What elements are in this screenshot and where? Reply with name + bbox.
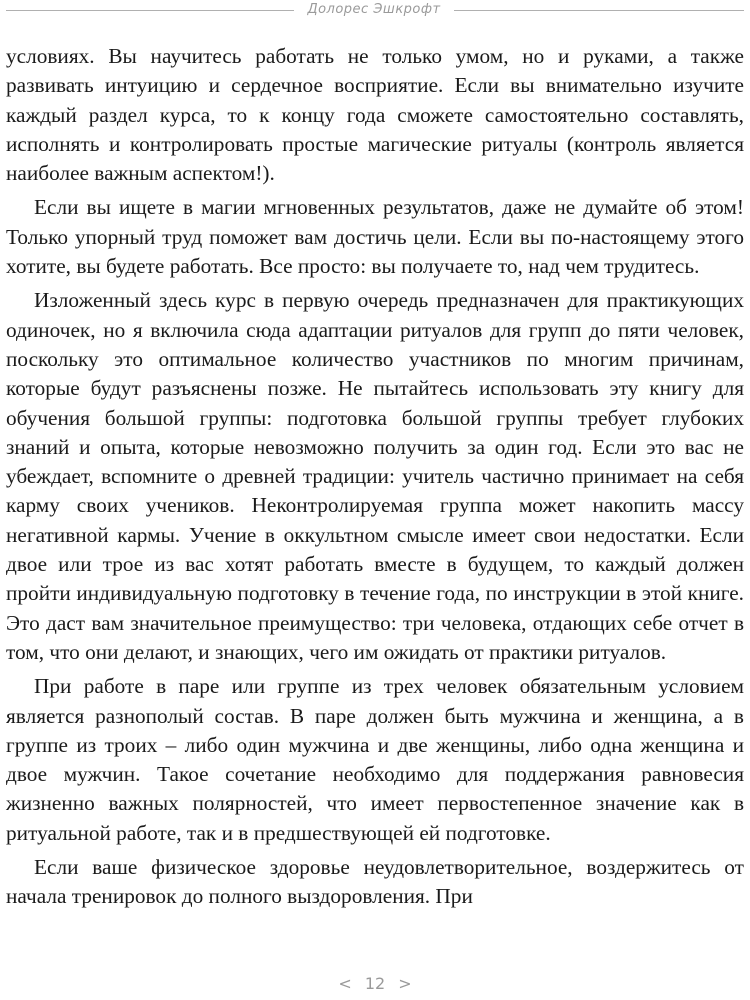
paragraph-2: Если вы ищете в магии мгновенных результатов, даже не думайте об этом! Только упорный труд поможет вам достичь цели. Если вы по-настоящему этого хотите, вы будете работать. Все просто: вы получаете то, над чем трудитесь. (6, 195, 744, 279)
next-page-arrow[interactable]: > (398, 974, 412, 993)
header-rule-right (454, 10, 744, 11)
prev-page-arrow[interactable]: < (338, 974, 352, 993)
paragraph-4: При работе в паре или группе из трех человек обязательным условием является разнополый состав. В паре должен быть мужчина и женщина, а в группе из троих – либо один мужчина и две женщины, либо одна женщина и двое мужчин. Такое сочетание необходимо для поддержания равновесия жизненно важных полярностей, что имеет первостепенное значение как в ритуальной работе, так и в предшествующей ей подготовке. (6, 674, 744, 845)
header-author: Долорес Эшкрофт (307, 2, 441, 17)
running-header (0, 0, 750, 22)
paragraph-5: Если ваше физическое здоровье неудовлетворительное, воздержитесь от начала тренировок до полного выздоровления. При (6, 855, 744, 909)
page-number: 12 (364, 974, 386, 993)
page-body (6, 42, 744, 917)
paragraph-1: условиях. Вы научитесь работать не только умом, но и руками, а также развивать интуицию и сердечное восприятие. Если вы внимательно изучите каждый раздел курса, то к концу года сможете самостоятельно составлять, исполнять и контролировать простые магические ритуалы (контроль является наиболее важным аспектом!). (6, 44, 744, 186)
header-rule-left (6, 10, 294, 11)
paragraph-3: Изложенный здесь курс в первую очередь предназначен для практикующих одиночек, но я включила сюда адаптации ритуалов для групп до пяти человек, поскольку это оптимальное количество участников по многим причинам, которые будут разъяснены позже. Не пытайтесь использовать эту книгу для обучения большой группы: подготовка большой группы требует глубоких знаний и опыта, которые невозможно получить за один год. Если это вас не убеждает, вспомните о древней традиции: учитель частично принимает на себя карму своих учеников. Неконтролируемая группа может накопить массу негативной кармы. Учение в оккультном смысле имеет свои недостатки. Если двое или трое из вас хотят работать вместе в будущем, то каждый должен пройти индивидуальную подготовку в течение года, по инструкции в этой книге. Это даст вам значительное преимущество: три человека, отдающих себе отчет в том, что они делают, и знающих, чего им ожидать от практики ритуалов. (6, 288, 744, 664)
page-footer (0, 972, 750, 996)
